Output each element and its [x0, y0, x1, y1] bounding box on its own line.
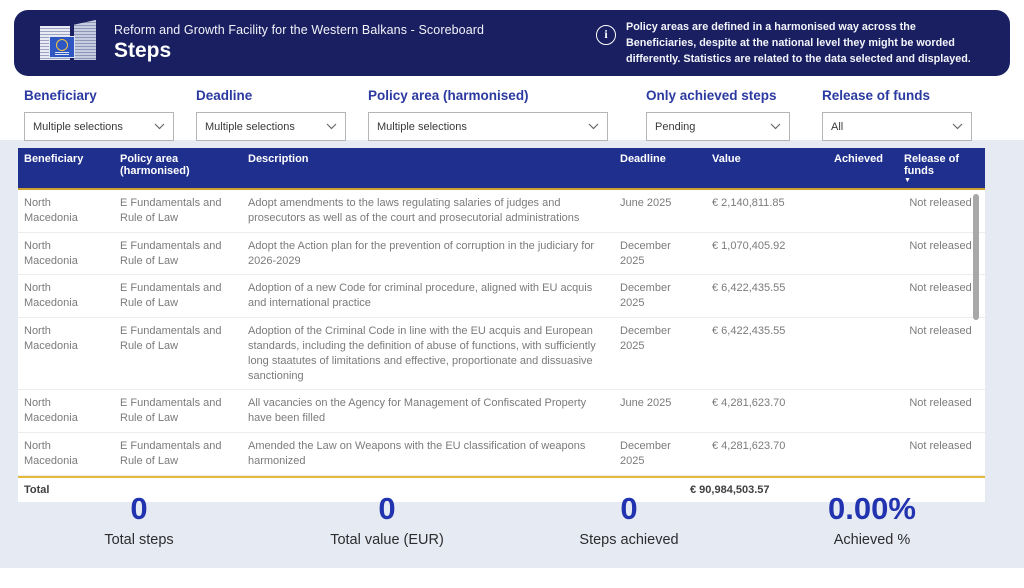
kpi-label-achieved: Achieved % — [833, 532, 911, 549]
kpi-value-achieved: 0.00% — [828, 491, 916, 526]
filter-value-release-of-funds: All — [831, 120, 844, 133]
filter-label-deadline: Deadline — [196, 88, 253, 103]
cell-value — [706, 475, 828, 476]
report-title: Reform and Growth Facility for the Western Balkans - Scoreboard — [114, 23, 485, 37]
table-body — [18, 190, 985, 476]
kpi-total-steps — [19, 492, 259, 548]
cell-release — [898, 475, 985, 476]
column-header-achieved[interactable] — [828, 148, 898, 189]
table-body-grid — [18, 190, 985, 476]
chevron-down-icon — [154, 123, 165, 130]
filter-beneficiary — [24, 88, 174, 141]
logo-paper-back — [74, 20, 96, 60]
kpi-label-total-steps: Total steps — [104, 532, 174, 549]
filter-value-deadline: Multiple selections — [205, 120, 295, 133]
table-row[interactable] — [18, 190, 985, 232]
filter-dropdown-beneficiary[interactable] — [24, 112, 174, 141]
chevron-down-icon — [952, 123, 963, 130]
cell-description: Amended the Law on Weapons with the EU classification of weapons harmonized — [242, 433, 614, 476]
kpi-value-total-value-eur: 0 — [378, 491, 396, 526]
column-header-label: Description — [248, 153, 309, 165]
filter-value-beneficiary: Multiple selections — [33, 120, 123, 133]
logo-text-lines — [55, 52, 69, 56]
kpi-label-total-value-eur: Total value (EUR) — [330, 532, 444, 549]
filter-bar — [0, 88, 1024, 141]
cell-achieved — [828, 318, 898, 390]
filter-policy-area-harmonised — [368, 88, 608, 141]
table-row[interactable] — [18, 390, 985, 433]
cell-beneficiary: North Macedonia — [18, 275, 114, 318]
info-icon[interactable]: i — [596, 25, 616, 45]
filter-dropdown-deadline[interactable] — [196, 112, 346, 141]
column-header-label: Policy area (harmonised) — [120, 153, 190, 177]
chevron-down-icon — [770, 123, 781, 130]
column-header-value[interactable] — [706, 148, 828, 189]
cell-policy — [114, 475, 242, 476]
total-label: Total — [24, 484, 50, 496]
cell-beneficiary: North Macedonia — [18, 232, 114, 275]
cell-achieved — [828, 433, 898, 476]
cell-release: Not released — [898, 190, 985, 232]
cell-description: Adoption of the Criminal Code in line with the EU acquis and European standards, including the definition of abuse of functions, with sufficiently long staatutes of limitations and effective, proportionate and dissuasive sanctioning — [242, 318, 614, 390]
filter-release-of-funds — [822, 88, 972, 141]
filter-value-policy-area-harmonised: Multiple selections — [377, 120, 467, 133]
steps-table — [18, 148, 985, 502]
cell-description: Adopt the Action plan for the prevention of corruption in the judiciary for 2026-2029 — [242, 232, 614, 275]
eu-flag-icon — [49, 36, 75, 58]
table-row[interactable] — [18, 475, 985, 476]
filter-label-policy-area-harmonised: Policy area (harmonised) — [368, 88, 529, 103]
cell-deadline: December 2025 — [614, 433, 706, 476]
filter-label-beneficiary: Beneficiary — [24, 88, 97, 103]
report-header — [14, 10, 1010, 76]
sort-descending-icon: ▼ — [904, 177, 911, 184]
cell-release: Not released — [898, 318, 985, 390]
kpi-achieved — [752, 492, 992, 548]
cell-value: € 1,070,405.92 — [706, 232, 828, 275]
eu-stars-ring-icon — [56, 39, 68, 51]
column-header-description[interactable] — [242, 148, 614, 189]
cell-release: Not released — [898, 433, 985, 476]
table-row[interactable] — [18, 318, 985, 390]
kpi-value-steps-achieved: 0 — [620, 491, 638, 526]
cell-policy: E Fundamentals and Rule of Law — [114, 190, 242, 232]
table-header — [18, 148, 985, 189]
filter-only-achieved-steps — [646, 88, 790, 141]
info-note — [596, 19, 988, 68]
cell-achieved — [828, 275, 898, 318]
cell-description: Adopt amendments to the laws regulating salaries of judges and prosecutors as well as of the court and prosecutorial administrations — [242, 190, 614, 232]
cell-policy: E Fundamentals and Rule of Law — [114, 232, 242, 275]
cell-achieved — [828, 232, 898, 275]
info-note-text: Policy areas are defined in a harmonised way across the Beneficiaries, despite at the national level they might be worded differently. Statistics are related to the data selected and displayed. — [626, 20, 971, 66]
kpi-value-total-steps: 0 — [130, 491, 148, 526]
vertical-scrollbar-thumb[interactable] — [973, 194, 979, 320]
cell-achieved — [828, 390, 898, 433]
steps-table-grid — [18, 148, 985, 190]
cell-policy: E Fundamentals and Rule of Law — [114, 275, 242, 318]
kpi-steps-achieved — [509, 492, 749, 548]
cell-beneficiary: North Macedonia — [18, 390, 114, 433]
kpi-label-steps-achieved: Steps achieved — [579, 532, 679, 549]
filter-dropdown-policy-area-harmonised[interactable] — [368, 112, 608, 141]
cell-value: € 6,422,435.55 — [706, 275, 828, 318]
cell-release: Not released — [898, 275, 985, 318]
cell-deadline: June 2025 — [614, 390, 706, 433]
cell-beneficiary: North Macedonia — [18, 190, 114, 232]
cell-achieved — [828, 190, 898, 232]
cell-release: Not released — [898, 232, 985, 275]
table-header-row — [18, 148, 985, 189]
table-row[interactable] — [18, 275, 985, 318]
cell-description: All vacancies on the Agency for Management of Confiscated Property have been filled — [242, 390, 614, 433]
column-header-policy[interactable] — [114, 148, 242, 189]
filter-dropdown-release-of-funds[interactable] — [822, 112, 972, 141]
cell-release: Not released — [898, 390, 985, 433]
cell-value: € 4,281,623.70 — [706, 390, 828, 433]
table-row[interactable] — [18, 232, 985, 275]
cell-deadline: December 2025 — [614, 232, 706, 275]
column-header-label: Release of funds — [904, 153, 960, 177]
filter-label-only-achieved-steps: Only achieved steps — [646, 88, 777, 103]
kpi-band — [0, 492, 1024, 568]
cell-deadline — [614, 475, 706, 476]
cell-value: € 6,422,435.55 — [706, 318, 828, 390]
cell-beneficiary — [18, 475, 114, 476]
column-header-deadline[interactable] — [614, 148, 706, 189]
cell-value: € 4,281,623.70 — [706, 433, 828, 476]
column-header-beneficiary[interactable] — [18, 148, 114, 189]
cell-beneficiary: North Macedonia — [18, 433, 114, 476]
cell-beneficiary: North Macedonia — [18, 318, 114, 390]
column-header-label: Achieved — [834, 153, 883, 165]
column-header-release[interactable] — [898, 148, 985, 189]
cell-value: € 2,140,811.85 — [706, 190, 828, 232]
european-commission-logo-icon — [40, 20, 98, 66]
table-body-viewport — [18, 190, 985, 476]
cell-deadline: December 2025 — [614, 275, 706, 318]
title-block — [114, 23, 596, 63]
column-header-label: Value — [712, 153, 741, 165]
cell-achieved — [828, 475, 898, 476]
cell-description: Adoption of a new Code for criminal procedure, aligned with EU acquis and international practice — [242, 275, 614, 318]
page-title: Steps — [114, 39, 172, 62]
filter-deadline — [196, 88, 346, 141]
table-row[interactable] — [18, 433, 985, 476]
chevron-down-icon — [326, 123, 337, 130]
cell-deadline: December 2025 — [614, 318, 706, 390]
chevron-down-icon — [588, 123, 599, 130]
column-header-label: Beneficiary — [24, 153, 84, 165]
filter-value-only-achieved-steps: Pending — [655, 120, 696, 133]
total-value: € 90,984,503.57 — [690, 484, 770, 496]
cell-deadline: June 2025 — [614, 190, 706, 232]
column-header-label: Deadline — [620, 153, 666, 165]
filter-label-release-of-funds: Release of funds — [822, 88, 931, 103]
cell-policy: E Fundamentals and Rule of Law — [114, 390, 242, 433]
kpi-total-value-eur — [267, 492, 507, 548]
cell-description — [242, 475, 614, 476]
cell-policy: E Fundamentals and Rule of Law — [114, 318, 242, 390]
filter-dropdown-only-achieved-steps[interactable] — [646, 112, 790, 141]
cell-policy: E Fundamentals and Rule of Law — [114, 433, 242, 476]
